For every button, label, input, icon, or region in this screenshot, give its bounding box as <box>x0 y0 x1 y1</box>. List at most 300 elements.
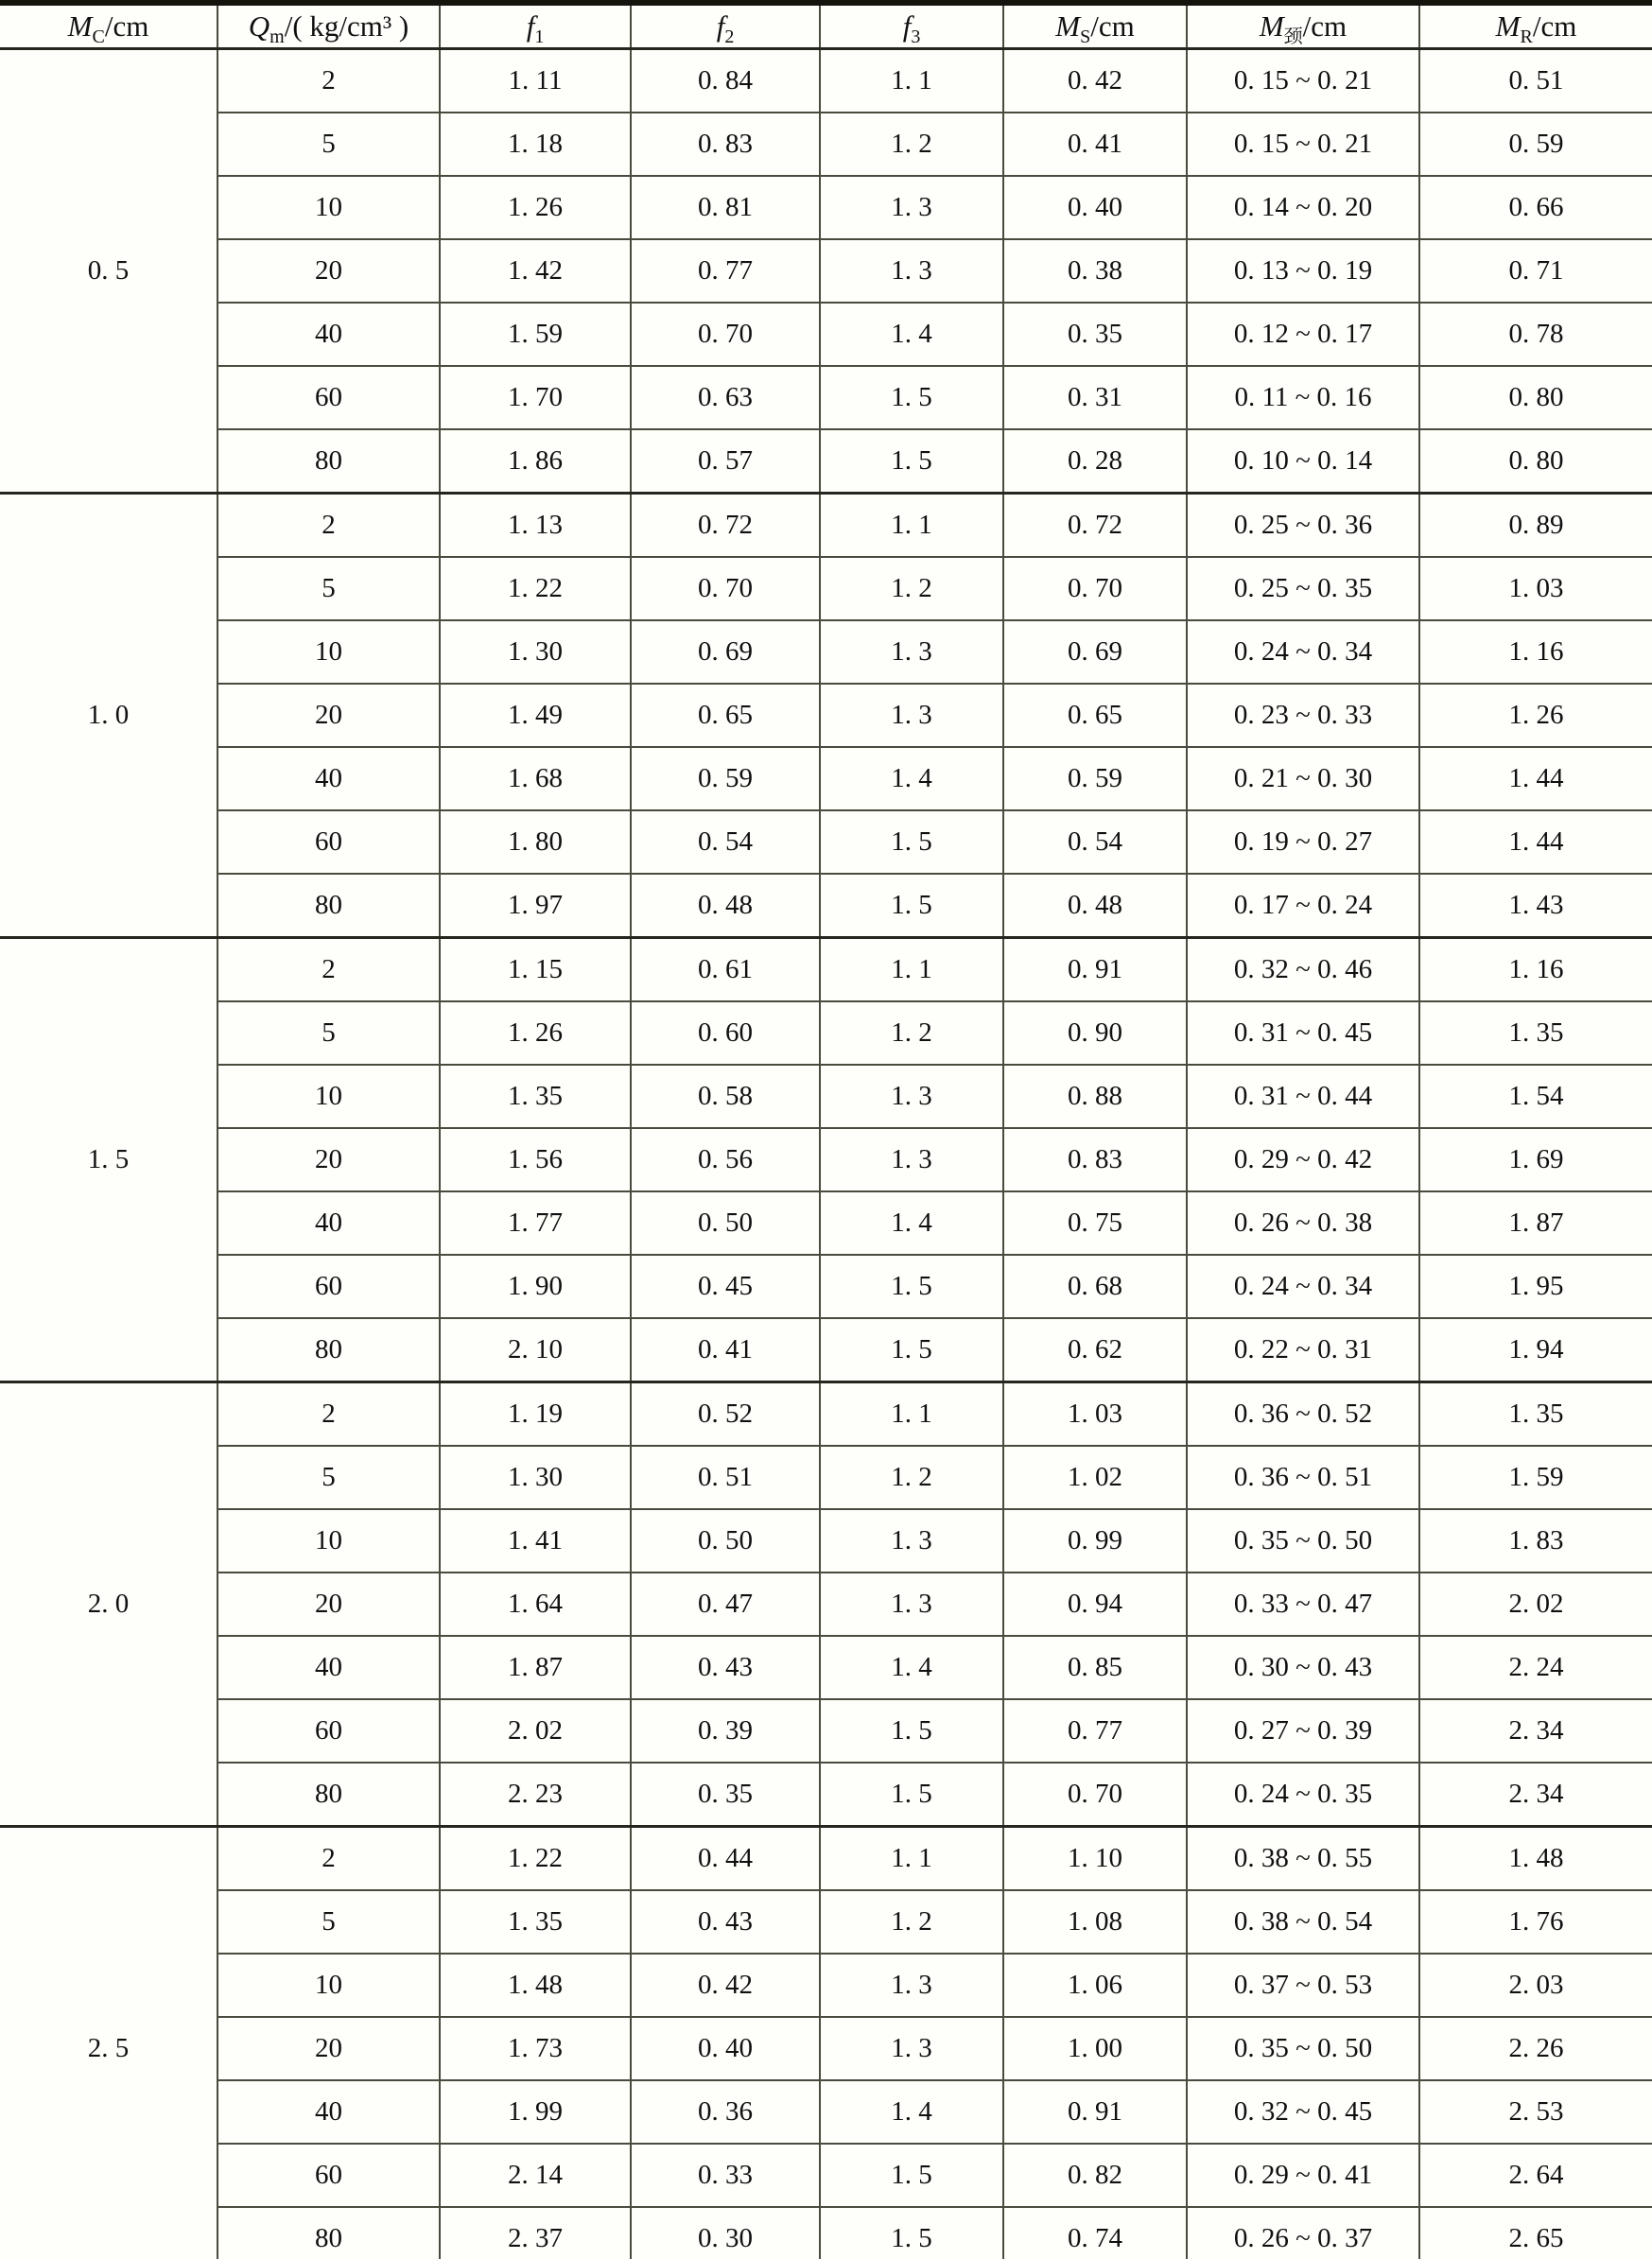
qm-value-cell: 80 <box>217 1763 440 1827</box>
header-cell-f3 <box>820 3 1003 49</box>
m-neck-value-cell: 0. 27 ~ 0. 39 <box>1187 1699 1419 1763</box>
ms-value-cell: 0. 77 <box>1003 1699 1187 1763</box>
header-subscript: S <box>1080 26 1091 48</box>
table-header <box>0 3 1652 49</box>
f3-value-cell: 1. 5 <box>820 2144 1003 2207</box>
f3-value-cell: 1. 5 <box>820 429 1003 494</box>
table-row <box>0 1382 1652 1447</box>
mr-value-cell: 1. 16 <box>1419 938 1652 1002</box>
header-cell-f2 <box>631 3 820 49</box>
mr-value-cell: 2. 02 <box>1419 1573 1652 1636</box>
m-neck-value-cell: 0. 24 ~ 0. 34 <box>1187 620 1419 684</box>
ms-value-cell: 0. 99 <box>1003 1509 1187 1573</box>
f2-value-cell: 0. 48 <box>631 874 820 938</box>
f1-value-cell: 1. 22 <box>440 557 631 620</box>
ms-value-cell: 0. 42 <box>1003 49 1187 113</box>
header-var: M <box>1259 9 1284 43</box>
ms-value-cell: 0. 70 <box>1003 1763 1187 1827</box>
qm-value-cell: 40 <box>217 303 440 366</box>
m-neck-value-cell: 0. 13 ~ 0. 19 <box>1187 239 1419 303</box>
f1-value-cell: 1. 30 <box>440 1446 631 1509</box>
m-neck-value-cell: 0. 15 ~ 0. 21 <box>1187 113 1419 176</box>
qm-value-cell: 20 <box>217 2017 440 2080</box>
qm-value-cell: 60 <box>217 810 440 874</box>
f3-value-cell: 1. 3 <box>820 176 1003 239</box>
f3-value-cell: 1. 3 <box>820 239 1003 303</box>
f2-value-cell: 0. 50 <box>631 1191 820 1255</box>
m-neck-value-cell: 0. 38 ~ 0. 54 <box>1187 1890 1419 1954</box>
qm-value-cell: 10 <box>217 176 440 239</box>
f3-value-cell: 1. 5 <box>820 366 1003 429</box>
table-row <box>0 1827 1652 1891</box>
mr-value-cell: 0. 80 <box>1419 366 1652 429</box>
f2-value-cell: 0. 41 <box>631 1318 820 1382</box>
m-neck-value-cell: 0. 29 ~ 0. 41 <box>1187 2144 1419 2207</box>
m-neck-value-cell: 0. 32 ~ 0. 45 <box>1187 2080 1419 2144</box>
ms-value-cell: 1. 02 <box>1003 1446 1187 1509</box>
mc-group-label: 0. 5 <box>0 49 217 494</box>
table-body <box>0 49 1652 2259</box>
table-row <box>0 2080 1652 2144</box>
m-neck-value-cell: 0. 14 ~ 0. 20 <box>1187 176 1419 239</box>
f3-value-cell: 1. 5 <box>820 1255 1003 1318</box>
f2-value-cell: 0. 70 <box>631 303 820 366</box>
header-cell-m-neck <box>1187 3 1419 49</box>
f2-value-cell: 0. 60 <box>631 1001 820 1065</box>
header-unit: /cm <box>1090 9 1135 43</box>
mr-value-cell: 1. 35 <box>1419 1001 1652 1065</box>
ms-value-cell: 1. 08 <box>1003 1890 1187 1954</box>
f2-value-cell: 0. 43 <box>631 1890 820 1954</box>
f3-value-cell: 1. 5 <box>820 1318 1003 1382</box>
qm-value-cell: 40 <box>217 2080 440 2144</box>
m-neck-value-cell: 0. 15 ~ 0. 21 <box>1187 49 1419 113</box>
ms-value-cell: 0. 91 <box>1003 2080 1187 2144</box>
qm-value-cell: 10 <box>217 1065 440 1128</box>
m-neck-value-cell: 0. 22 ~ 0. 31 <box>1187 1318 1419 1382</box>
m-neck-value-cell: 0. 23 ~ 0. 33 <box>1187 684 1419 747</box>
f3-value-cell: 1. 5 <box>820 874 1003 938</box>
mc-group-label: 1. 0 <box>0 494 217 938</box>
f1-value-cell: 1. 64 <box>440 1573 631 1636</box>
mr-value-cell: 0. 66 <box>1419 176 1652 239</box>
qm-value-cell: 20 <box>217 1573 440 1636</box>
ms-value-cell: 1. 10 <box>1003 1827 1187 1891</box>
f2-value-cell: 0. 51 <box>631 1446 820 1509</box>
f2-value-cell: 0. 57 <box>631 429 820 494</box>
f3-value-cell: 1. 5 <box>820 2207 1003 2259</box>
ms-value-cell: 0. 41 <box>1003 113 1187 176</box>
ms-value-cell: 0. 31 <box>1003 366 1187 429</box>
f3-value-cell: 1. 5 <box>820 1763 1003 1827</box>
mr-value-cell: 0. 89 <box>1419 494 1652 558</box>
f2-value-cell: 0. 50 <box>631 1509 820 1573</box>
table-row <box>0 1890 1652 1954</box>
table-row <box>0 1128 1652 1191</box>
m-neck-value-cell: 0. 25 ~ 0. 35 <box>1187 557 1419 620</box>
header-subscript: 3 <box>911 26 921 48</box>
m-neck-value-cell: 0. 30 ~ 0. 43 <box>1187 1636 1419 1699</box>
header-var: f <box>716 9 725 43</box>
mr-value-cell: 1. 35 <box>1419 1382 1652 1447</box>
qm-value-cell: 60 <box>217 1255 440 1318</box>
f1-value-cell: 1. 87 <box>440 1636 631 1699</box>
f2-value-cell: 0. 83 <box>631 113 820 176</box>
header-unit: /cm <box>1302 9 1348 43</box>
mr-value-cell: 0. 80 <box>1419 429 1652 494</box>
f3-value-cell: 1. 3 <box>820 2017 1003 2080</box>
f1-value-cell: 1. 35 <box>440 1890 631 1954</box>
mr-value-cell: 0. 51 <box>1419 49 1652 113</box>
table-row <box>0 1318 1652 1382</box>
qm-value-cell: 20 <box>217 239 440 303</box>
m-neck-value-cell: 0. 32 ~ 0. 46 <box>1187 938 1419 1002</box>
ms-value-cell: 0. 35 <box>1003 303 1187 366</box>
header-var: M <box>1055 9 1081 43</box>
f1-value-cell: 1. 59 <box>440 303 631 366</box>
m-neck-value-cell: 0. 19 ~ 0. 27 <box>1187 810 1419 874</box>
mr-value-cell: 2. 26 <box>1419 2017 1652 2080</box>
f3-value-cell: 1. 1 <box>820 938 1003 1002</box>
f2-value-cell: 0. 45 <box>631 1255 820 1318</box>
f1-value-cell: 1. 86 <box>440 429 631 494</box>
ms-value-cell: 0. 85 <box>1003 1636 1187 1699</box>
table-row <box>0 113 1652 176</box>
mc-group-label: 1. 5 <box>0 938 217 1382</box>
table-row <box>0 1954 1652 2017</box>
qm-value-cell: 2 <box>217 494 440 558</box>
f3-value-cell: 1. 4 <box>820 1191 1003 1255</box>
mr-value-cell: 1. 43 <box>1419 874 1652 938</box>
f1-value-cell: 1. 13 <box>440 494 631 558</box>
m-neck-value-cell: 0. 36 ~ 0. 52 <box>1187 1382 1419 1447</box>
ms-value-cell: 0. 68 <box>1003 1255 1187 1318</box>
f2-value-cell: 0. 33 <box>631 2144 820 2207</box>
ms-value-cell: 0. 74 <box>1003 2207 1187 2259</box>
mr-value-cell: 1. 54 <box>1419 1065 1652 1128</box>
qm-value-cell: 80 <box>217 874 440 938</box>
f2-value-cell: 0. 39 <box>631 1699 820 1763</box>
m-neck-value-cell: 0. 25 ~ 0. 36 <box>1187 494 1419 558</box>
f1-value-cell: 2. 10 <box>440 1318 631 1382</box>
f3-value-cell: 1. 3 <box>820 620 1003 684</box>
f1-value-cell: 1. 90 <box>440 1255 631 1318</box>
f3-value-cell: 1. 1 <box>820 49 1003 113</box>
f3-value-cell: 1. 3 <box>820 1573 1003 1636</box>
m-neck-value-cell: 0. 33 ~ 0. 47 <box>1187 1573 1419 1636</box>
mr-value-cell: 2. 24 <box>1419 1636 1652 1699</box>
header-subscript: 2 <box>724 26 735 48</box>
mr-value-cell: 2. 53 <box>1419 2080 1652 2144</box>
f2-value-cell: 0. 70 <box>631 557 820 620</box>
mr-value-cell: 1. 87 <box>1419 1191 1652 1255</box>
mr-value-cell: 2. 34 <box>1419 1763 1652 1827</box>
mr-value-cell: 0. 78 <box>1419 303 1652 366</box>
ms-value-cell: 0. 40 <box>1003 176 1187 239</box>
ms-value-cell: 0. 75 <box>1003 1191 1187 1255</box>
qm-value-cell: 5 <box>217 1890 440 1954</box>
header-subscript: m <box>270 26 285 48</box>
f1-value-cell: 1. 56 <box>440 1128 631 1191</box>
m-neck-value-cell: 0. 10 ~ 0. 14 <box>1187 429 1419 494</box>
f3-value-cell: 1. 1 <box>820 1827 1003 1891</box>
f1-value-cell: 1. 26 <box>440 176 631 239</box>
table-row <box>0 810 1652 874</box>
m-neck-value-cell: 0. 11 ~ 0. 16 <box>1187 366 1419 429</box>
ms-value-cell: 0. 28 <box>1003 429 1187 494</box>
f1-value-cell: 1. 19 <box>440 1382 631 1447</box>
f3-value-cell: 1. 4 <box>820 1636 1003 1699</box>
f2-value-cell: 0. 61 <box>631 938 820 1002</box>
qm-value-cell: 40 <box>217 747 440 810</box>
header-subscript: 1 <box>534 26 545 48</box>
ms-value-cell: 0. 88 <box>1003 1065 1187 1128</box>
table-row <box>0 1699 1652 1763</box>
f1-value-cell: 1. 80 <box>440 810 631 874</box>
ms-value-cell: 0. 91 <box>1003 938 1187 1002</box>
f3-value-cell: 1. 2 <box>820 557 1003 620</box>
f2-value-cell: 0. 40 <box>631 2017 820 2080</box>
f1-value-cell: 1. 97 <box>440 874 631 938</box>
m-neck-value-cell: 0. 12 ~ 0. 17 <box>1187 303 1419 366</box>
mr-value-cell: 1. 16 <box>1419 620 1652 684</box>
table-row <box>0 1001 1652 1065</box>
qm-value-cell: 5 <box>217 113 440 176</box>
ms-value-cell: 0. 94 <box>1003 1573 1187 1636</box>
header-row <box>0 3 1652 49</box>
qm-value-cell: 2 <box>217 1382 440 1447</box>
header-cell-f1 <box>440 3 631 49</box>
f2-value-cell: 0. 63 <box>631 366 820 429</box>
f2-value-cell: 0. 43 <box>631 1636 820 1699</box>
m-neck-value-cell: 0. 24 ~ 0. 34 <box>1187 1255 1419 1318</box>
table-row <box>0 2207 1652 2259</box>
table-row <box>0 1255 1652 1318</box>
header-cell-mr <box>1419 3 1652 49</box>
header-unit: /( kg/cm³ ) <box>284 9 409 43</box>
f1-value-cell: 1. 68 <box>440 747 631 810</box>
f3-value-cell: 1. 3 <box>820 1509 1003 1573</box>
mr-value-cell: 0. 59 <box>1419 113 1652 176</box>
f2-value-cell: 0. 81 <box>631 176 820 239</box>
qm-value-cell: 10 <box>217 1509 440 1573</box>
header-cell-qm <box>217 3 440 49</box>
f3-value-cell: 1. 3 <box>820 1065 1003 1128</box>
f3-value-cell: 1. 5 <box>820 810 1003 874</box>
qm-value-cell: 10 <box>217 1954 440 2017</box>
table-row <box>0 239 1652 303</box>
f2-value-cell: 0. 58 <box>631 1065 820 1128</box>
table-row <box>0 303 1652 366</box>
header-cell-ms <box>1003 3 1187 49</box>
f1-value-cell: 1. 35 <box>440 1065 631 1128</box>
table-row <box>0 1446 1652 1509</box>
qm-value-cell: 40 <box>217 1191 440 1255</box>
f1-value-cell: 2. 23 <box>440 1763 631 1827</box>
ms-value-cell: 0. 38 <box>1003 239 1187 303</box>
header-subscript: 颈 <box>1283 26 1303 48</box>
f2-value-cell: 0. 30 <box>631 2207 820 2259</box>
f2-value-cell: 0. 65 <box>631 684 820 747</box>
mr-value-cell: 1. 95 <box>1419 1255 1652 1318</box>
table-row <box>0 429 1652 494</box>
f1-value-cell: 1. 11 <box>440 49 631 113</box>
header-subscript: R <box>1520 26 1533 48</box>
m-neck-value-cell: 0. 31 ~ 0. 44 <box>1187 1065 1419 1128</box>
f2-value-cell: 0. 54 <box>631 810 820 874</box>
table-row <box>0 874 1652 938</box>
header-unit: /cm <box>1532 9 1577 43</box>
table-row <box>0 620 1652 684</box>
m-neck-value-cell: 0. 26 ~ 0. 38 <box>1187 1191 1419 1255</box>
mr-value-cell: 2. 65 <box>1419 2207 1652 2259</box>
ms-value-cell: 1. 06 <box>1003 1954 1187 2017</box>
f1-value-cell: 1. 15 <box>440 938 631 1002</box>
table-row <box>0 1636 1652 1699</box>
ms-value-cell: 0. 72 <box>1003 494 1187 558</box>
table-row <box>0 1065 1652 1128</box>
table-row <box>0 1509 1652 1573</box>
f2-value-cell: 0. 72 <box>631 494 820 558</box>
f1-value-cell: 1. 30 <box>440 620 631 684</box>
ms-value-cell: 0. 70 <box>1003 557 1187 620</box>
f3-value-cell: 1. 2 <box>820 1890 1003 1954</box>
mr-value-cell: 1. 48 <box>1419 1827 1652 1891</box>
f1-value-cell: 1. 77 <box>440 1191 631 1255</box>
qm-value-cell: 60 <box>217 366 440 429</box>
header-var: f <box>902 9 912 43</box>
qm-value-cell: 40 <box>217 1636 440 1699</box>
ms-value-cell: 0. 48 <box>1003 874 1187 938</box>
f1-value-cell: 1. 22 <box>440 1827 631 1891</box>
ms-value-cell: 0. 83 <box>1003 1128 1187 1191</box>
f2-value-cell: 0. 56 <box>631 1128 820 1191</box>
header-var: M <box>1495 9 1521 43</box>
qm-value-cell: 2 <box>217 49 440 113</box>
header-var: Q <box>248 9 270 43</box>
f2-value-cell: 0. 47 <box>631 1573 820 1636</box>
header-subscript: C <box>92 26 105 48</box>
ms-value-cell: 0. 54 <box>1003 810 1187 874</box>
mr-value-cell: 1. 94 <box>1419 1318 1652 1382</box>
ms-value-cell: 0. 62 <box>1003 1318 1187 1382</box>
mr-value-cell: 1. 83 <box>1419 1509 1652 1573</box>
qm-value-cell: 5 <box>217 557 440 620</box>
qm-value-cell: 80 <box>217 2207 440 2259</box>
m-neck-value-cell: 0. 29 ~ 0. 42 <box>1187 1128 1419 1191</box>
m-neck-value-cell: 0. 26 ~ 0. 37 <box>1187 2207 1419 2259</box>
mr-value-cell: 1. 03 <box>1419 557 1652 620</box>
table-row <box>0 366 1652 429</box>
table-row <box>0 2017 1652 2080</box>
f2-value-cell: 0. 77 <box>631 239 820 303</box>
ms-value-cell: 0. 69 <box>1003 620 1187 684</box>
f2-value-cell: 0. 59 <box>631 747 820 810</box>
ms-value-cell: 0. 59 <box>1003 747 1187 810</box>
m-neck-value-cell: 0. 31 ~ 0. 45 <box>1187 1001 1419 1065</box>
f3-value-cell: 1. 3 <box>820 684 1003 747</box>
qm-value-cell: 60 <box>217 2144 440 2207</box>
table-row <box>0 1573 1652 1636</box>
qm-value-cell: 5 <box>217 1001 440 1065</box>
qm-value-cell: 20 <box>217 1128 440 1191</box>
mr-value-cell: 2. 03 <box>1419 1954 1652 2017</box>
f3-value-cell: 1. 4 <box>820 747 1003 810</box>
mr-value-cell: 2. 34 <box>1419 1699 1652 1763</box>
f1-value-cell: 1. 26 <box>440 1001 631 1065</box>
mr-value-cell: 1. 76 <box>1419 1890 1652 1954</box>
f3-value-cell: 1. 3 <box>820 1954 1003 2017</box>
table-row <box>0 176 1652 239</box>
f3-value-cell: 1. 2 <box>820 1001 1003 1065</box>
table-row <box>0 49 1652 113</box>
f2-value-cell: 0. 35 <box>631 1763 820 1827</box>
table-row <box>0 557 1652 620</box>
f1-value-cell: 2. 37 <box>440 2207 631 2259</box>
qm-value-cell: 10 <box>217 620 440 684</box>
mr-value-cell: 1. 44 <box>1419 810 1652 874</box>
mr-value-cell: 1. 59 <box>1419 1446 1652 1509</box>
f1-value-cell: 1. 70 <box>440 366 631 429</box>
mc-group-label: 2. 5 <box>0 1827 217 2259</box>
ms-value-cell: 0. 82 <box>1003 2144 1187 2207</box>
f3-value-cell: 1. 3 <box>820 1128 1003 1191</box>
m-neck-value-cell: 0. 37 ~ 0. 53 <box>1187 1954 1419 2017</box>
mr-value-cell: 1. 44 <box>1419 747 1652 810</box>
table-row <box>0 2144 1652 2207</box>
table-row <box>0 494 1652 558</box>
f1-value-cell: 2. 02 <box>440 1699 631 1763</box>
m-neck-value-cell: 0. 35 ~ 0. 50 <box>1187 2017 1419 2080</box>
f3-value-cell: 1. 4 <box>820 2080 1003 2144</box>
f3-value-cell: 1. 1 <box>820 494 1003 558</box>
f1-value-cell: 1. 18 <box>440 113 631 176</box>
f1-value-cell: 1. 42 <box>440 239 631 303</box>
qm-value-cell: 5 <box>217 1446 440 1509</box>
header-cell-mc <box>0 3 217 49</box>
m-neck-value-cell: 0. 24 ~ 0. 35 <box>1187 1763 1419 1827</box>
f1-value-cell: 1. 49 <box>440 684 631 747</box>
qm-value-cell: 80 <box>217 1318 440 1382</box>
table-row <box>0 1191 1652 1255</box>
qm-value-cell: 80 <box>217 429 440 494</box>
ms-value-cell: 1. 03 <box>1003 1382 1187 1447</box>
header-var: M <box>67 9 93 43</box>
mr-value-cell: 2. 64 <box>1419 2144 1652 2207</box>
f1-value-cell: 1. 48 <box>440 1954 631 2017</box>
m-neck-value-cell: 0. 21 ~ 0. 30 <box>1187 747 1419 810</box>
ms-value-cell: 0. 90 <box>1003 1001 1187 1065</box>
table-row <box>0 684 1652 747</box>
mc-group-label: 2. 0 <box>0 1382 217 1827</box>
f2-value-cell: 0. 36 <box>631 2080 820 2144</box>
f2-value-cell: 0. 52 <box>631 1382 820 1447</box>
mr-value-cell: 1. 69 <box>1419 1128 1652 1191</box>
f2-value-cell: 0. 69 <box>631 620 820 684</box>
ms-value-cell: 0. 65 <box>1003 684 1187 747</box>
qm-value-cell: 60 <box>217 1699 440 1763</box>
m-neck-value-cell: 0. 36 ~ 0. 51 <box>1187 1446 1419 1509</box>
mr-value-cell: 0. 71 <box>1419 239 1652 303</box>
header-unit: /cm <box>104 9 149 43</box>
mr-value-cell: 1. 26 <box>1419 684 1652 747</box>
table-row <box>0 938 1652 1002</box>
qm-value-cell: 2 <box>217 1827 440 1891</box>
qm-value-cell: 20 <box>217 684 440 747</box>
f2-value-cell: 0. 42 <box>631 1954 820 2017</box>
f3-value-cell: 1. 2 <box>820 113 1003 176</box>
f3-value-cell: 1. 1 <box>820 1382 1003 1447</box>
